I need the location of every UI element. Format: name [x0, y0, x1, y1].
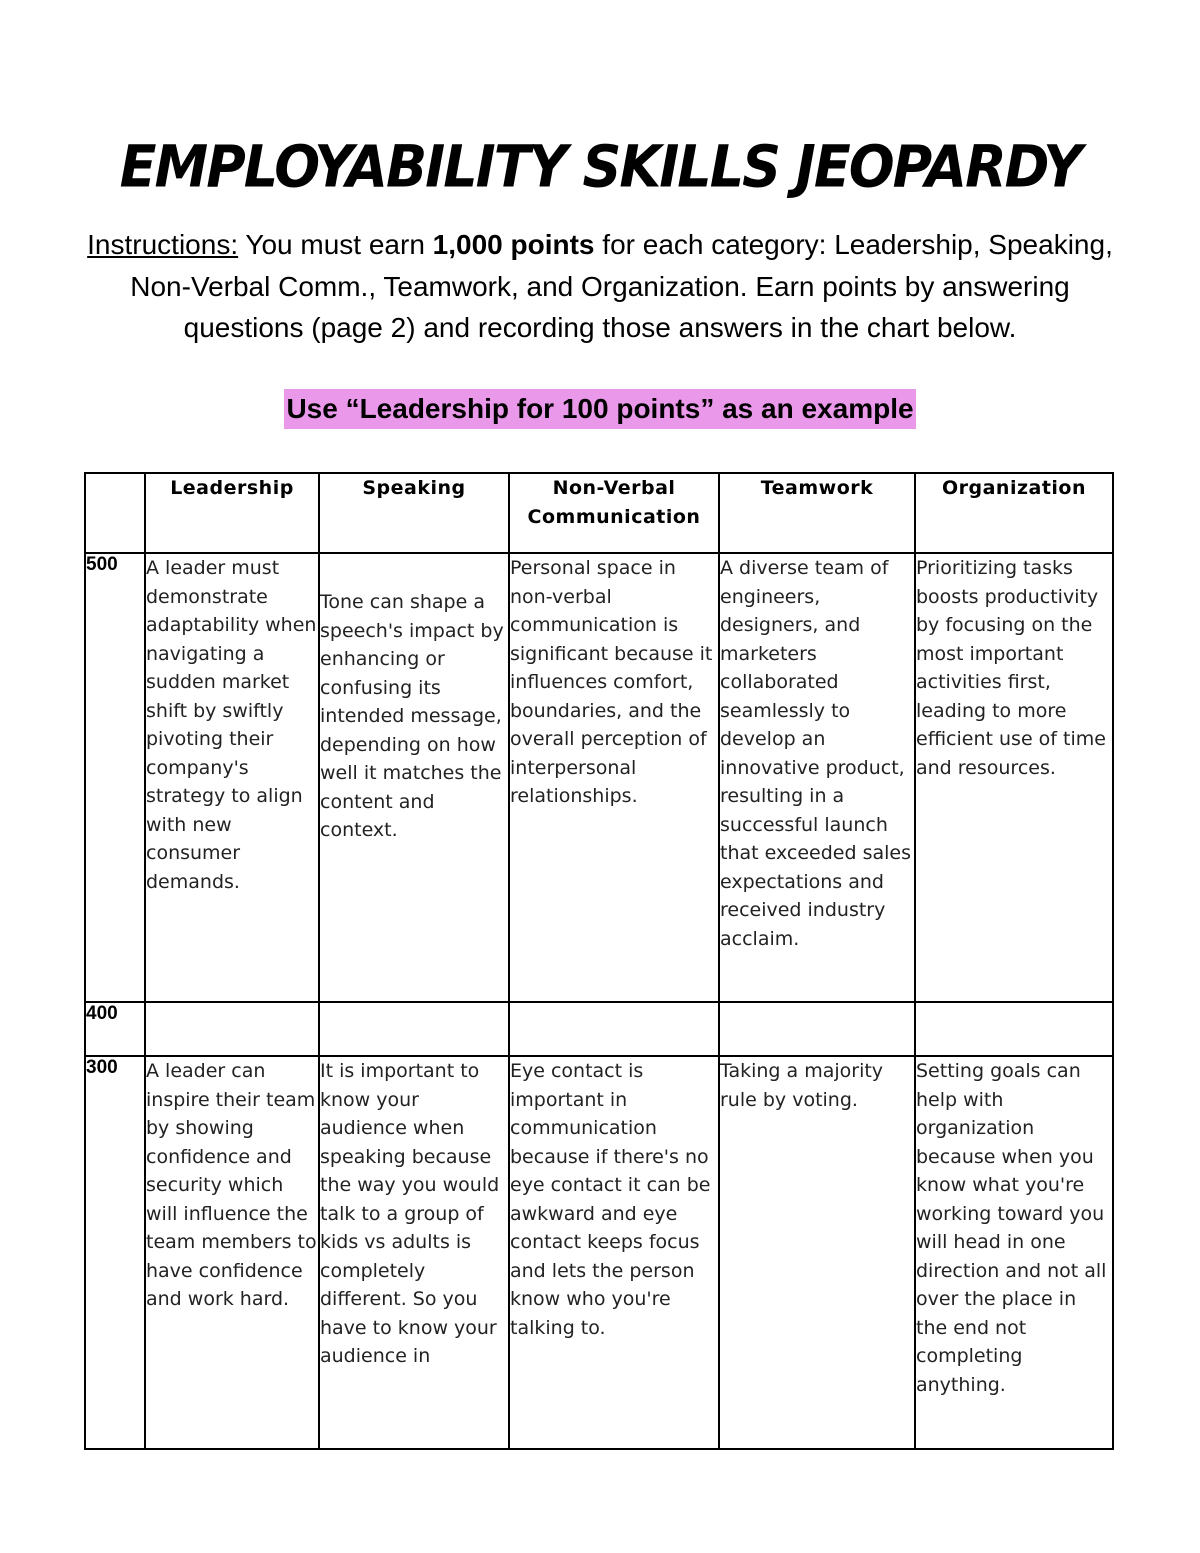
- row-points: 400: [85, 1002, 145, 1056]
- jeopardy-table: [84, 472, 1114, 1450]
- table-row: [85, 1056, 1113, 1449]
- header-non-verbal: Non-Verbal Communication: [509, 473, 719, 553]
- example-line: [0, 389, 1200, 429]
- cell-leadership[interactable]: A leader can inspire their team by showing confidence and security which will influence the team members to have confidence and work hard.: [145, 1056, 319, 1449]
- instructions-paragraph: [80, 224, 1120, 349]
- instructions-text-1: You must earn: [238, 229, 433, 260]
- cell-non-verbal[interactable]: Eye contact is important in communication because if there's no eye contact it can be awkward and eye contact keeps focus and lets the person know who you're talking to.: [509, 1056, 719, 1449]
- header-row: [85, 473, 1113, 553]
- header-organization: Organization: [915, 473, 1113, 553]
- example-highlight: Use “Leadership for 100 points” as an example: [284, 389, 915, 429]
- cell-organization[interactable]: Prioritizing tasks boosts productivity by focusing on the most important activities first, leading to more efficient use of time and resources.: [915, 553, 1113, 1002]
- cell-speaking[interactable]: [319, 1002, 509, 1056]
- table-row: [85, 553, 1113, 1002]
- instructions-points: 1,000 points: [432, 229, 595, 260]
- cell-speaking[interactable]: Tone can shape a speech's impact by enhancing or confusing its intended message, depending on how well it matches the content and context.: [319, 553, 509, 1002]
- instructions-label: Instructions:: [87, 229, 239, 260]
- instructions-text-2: for each category: Leadership, Speaking, Non-Verbal Comm., Teamwork, and Organization. Earn points by answering questions (page 2) and recording those answers in the chart below.: [130, 229, 1113, 343]
- header-speaking: Speaking: [319, 473, 509, 553]
- cell-organization[interactable]: Setting goals can help with organization because when you know what you're working toward you will head in one direction and not all over the place in the end not completing anything.: [915, 1056, 1113, 1449]
- header-leadership: Leadership: [145, 473, 319, 553]
- cell-teamwork[interactable]: [719, 1002, 915, 1056]
- cell-non-verbal[interactable]: [509, 1002, 719, 1056]
- cell-teamwork[interactable]: A diverse team of engineers, designers, and marketers collaborated seamlessly to develop an innovative product, resulting in a successful launch that exceeded sales expectations and received industry acclaim.: [719, 553, 915, 1002]
- cell-teamwork[interactable]: Taking a majority rule by voting.: [719, 1056, 915, 1449]
- cell-speaking[interactable]: It is important to know your audience when speaking because the way you would talk to a group of kids vs adults is completely different. So you have to know your audience in: [319, 1056, 509, 1449]
- header-points: [85, 473, 145, 553]
- cell-non-verbal[interactable]: Personal space in non-verbal communication is significant because it influences comfort, boundaries, and the overall perception of interpersonal relationships.: [509, 553, 719, 1002]
- cell-leadership[interactable]: [145, 1002, 319, 1056]
- row-points: 500: [85, 553, 145, 1002]
- page-title: EMPLOYABILITY SKILLS JEOPARDY: [119, 132, 1081, 201]
- cell-leadership[interactable]: A leader must demonstrate adaptability when navigating a sudden market shift by swiftly pivoting their company's strategy to align with new consumer demands.: [145, 553, 319, 1002]
- header-teamwork: Teamwork: [719, 473, 915, 553]
- cell-organization[interactable]: [915, 1002, 1113, 1056]
- row-points: 300: [85, 1056, 145, 1449]
- table-row: [85, 1002, 1113, 1056]
